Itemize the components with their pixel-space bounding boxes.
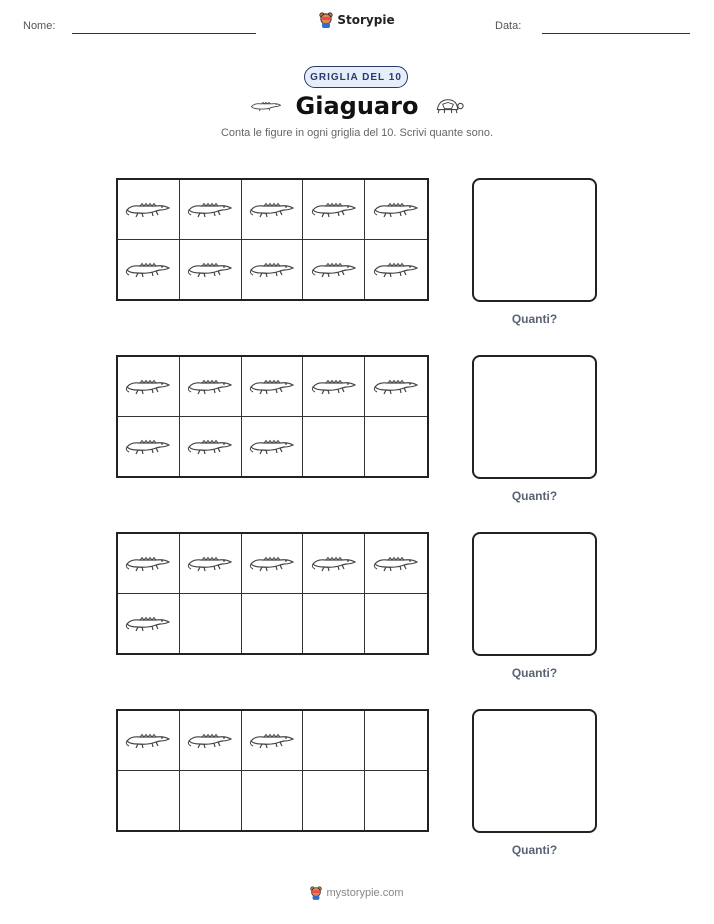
crocodile-icon (125, 436, 171, 456)
ten-frame-cell (118, 711, 180, 771)
crocodile-icon (249, 436, 295, 456)
ten-frame-cell (303, 357, 365, 417)
ten-frame-cell (365, 180, 427, 240)
crocodile-icon (249, 259, 295, 279)
crocodile-icon (249, 730, 295, 750)
crocodile-icon (187, 259, 233, 279)
crocodile-icon (125, 199, 171, 219)
ten-frame-4 (116, 709, 429, 832)
crocodile-icon (187, 553, 233, 573)
bear-logo-icon (319, 12, 333, 28)
ten-frame-cell (180, 240, 242, 300)
bear-logo-icon (310, 886, 322, 900)
crocodile-icon (187, 730, 233, 750)
ten-frame-cell (118, 771, 180, 831)
crocodile-icon (125, 613, 171, 633)
ten-frame-cell (242, 534, 304, 594)
crocodile-icon (311, 199, 357, 219)
crocodile-icon (249, 553, 295, 573)
answer-box-2[interactable] (472, 355, 597, 479)
ten-frame-cell (242, 711, 304, 771)
ten-frame-cell (365, 417, 427, 477)
crocodile-icon (311, 259, 357, 279)
title-row (0, 92, 714, 120)
ten-frame-cell (365, 240, 427, 300)
answer-label-2: Quanti? (511, 489, 558, 503)
ten-frame-cell (118, 417, 180, 477)
ten-frame-cell (303, 594, 365, 654)
crocodile-icon (373, 259, 419, 279)
ten-frame-cell (180, 180, 242, 240)
turtle-icon (432, 97, 464, 115)
page-title: Giaguaro (295, 92, 419, 120)
ten-frame-cell (365, 711, 427, 771)
ten-frame-cell (242, 417, 304, 477)
crocodile-icon (125, 553, 171, 573)
ten-frame-2 (116, 355, 429, 478)
answer-box-3[interactable] (472, 532, 597, 656)
ten-frame-cell (303, 771, 365, 831)
crocodile-icon (125, 730, 171, 750)
ten-frame-1 (116, 178, 429, 301)
name-label: Nome: (23, 20, 56, 32)
instructions: Conta le figure in ogni griglia del 10. Scrivi quante sono. (220, 127, 494, 139)
ten-frame-cell (303, 240, 365, 300)
crocodile-icon (373, 376, 419, 396)
ten-frame-cell (180, 594, 242, 654)
brand-logo (0, 12, 714, 28)
ten-frame-cell (303, 180, 365, 240)
ten-frame-cell (180, 417, 242, 477)
crocodile-icon (373, 199, 419, 219)
ten-frame-cell (180, 711, 242, 771)
brand-name: Storypie (337, 13, 395, 27)
crocodile-icon (373, 553, 419, 573)
ten-frame-cell (180, 534, 242, 594)
answer-box-1[interactable] (472, 178, 597, 302)
footer (0, 886, 714, 900)
footer-url: mystorypie.com (326, 887, 404, 899)
ten-frame-cell (242, 771, 304, 831)
name-line[interactable] (72, 33, 256, 34)
ten-frame-cell (118, 357, 180, 417)
ten-frame-cell (118, 240, 180, 300)
crocodile-icon (125, 376, 171, 396)
crocodile-icon (249, 376, 295, 396)
date-label: Data: (495, 20, 522, 32)
ten-frame-cell (242, 594, 304, 654)
ten-frame-cell (180, 771, 242, 831)
ten-frame-cell (242, 180, 304, 240)
ten-frame-cell (303, 417, 365, 477)
crocodile-icon (311, 376, 357, 396)
answer-label-1: Quanti? (511, 312, 558, 326)
ten-frame-3 (116, 532, 429, 655)
worksheet-badge: GRIGLIA DEL 10 (304, 66, 408, 88)
ten-frame-cell (303, 534, 365, 594)
crocodile-icon (187, 376, 233, 396)
ten-frame-cell (365, 357, 427, 417)
crocodile-icon (311, 553, 357, 573)
ten-frame-cell (180, 357, 242, 417)
ten-frame-cell (365, 594, 427, 654)
ten-frame-cell (365, 534, 427, 594)
crocodile-icon (187, 199, 233, 219)
ten-frame-cell (118, 180, 180, 240)
answer-box-4[interactable] (472, 709, 597, 833)
ten-frame-cell (242, 240, 304, 300)
answer-label-4: Quanti? (511, 843, 558, 857)
ten-frame-cell (118, 594, 180, 654)
ten-frame-cell (303, 711, 365, 771)
crocodile-icon (250, 99, 282, 113)
ten-frame-cell (242, 357, 304, 417)
date-line[interactable] (542, 33, 690, 34)
answer-label-3: Quanti? (511, 666, 558, 680)
crocodile-icon (249, 199, 295, 219)
ten-frame-cell (365, 771, 427, 831)
ten-frame-cell (118, 534, 180, 594)
crocodile-icon (187, 436, 233, 456)
crocodile-icon (125, 259, 171, 279)
